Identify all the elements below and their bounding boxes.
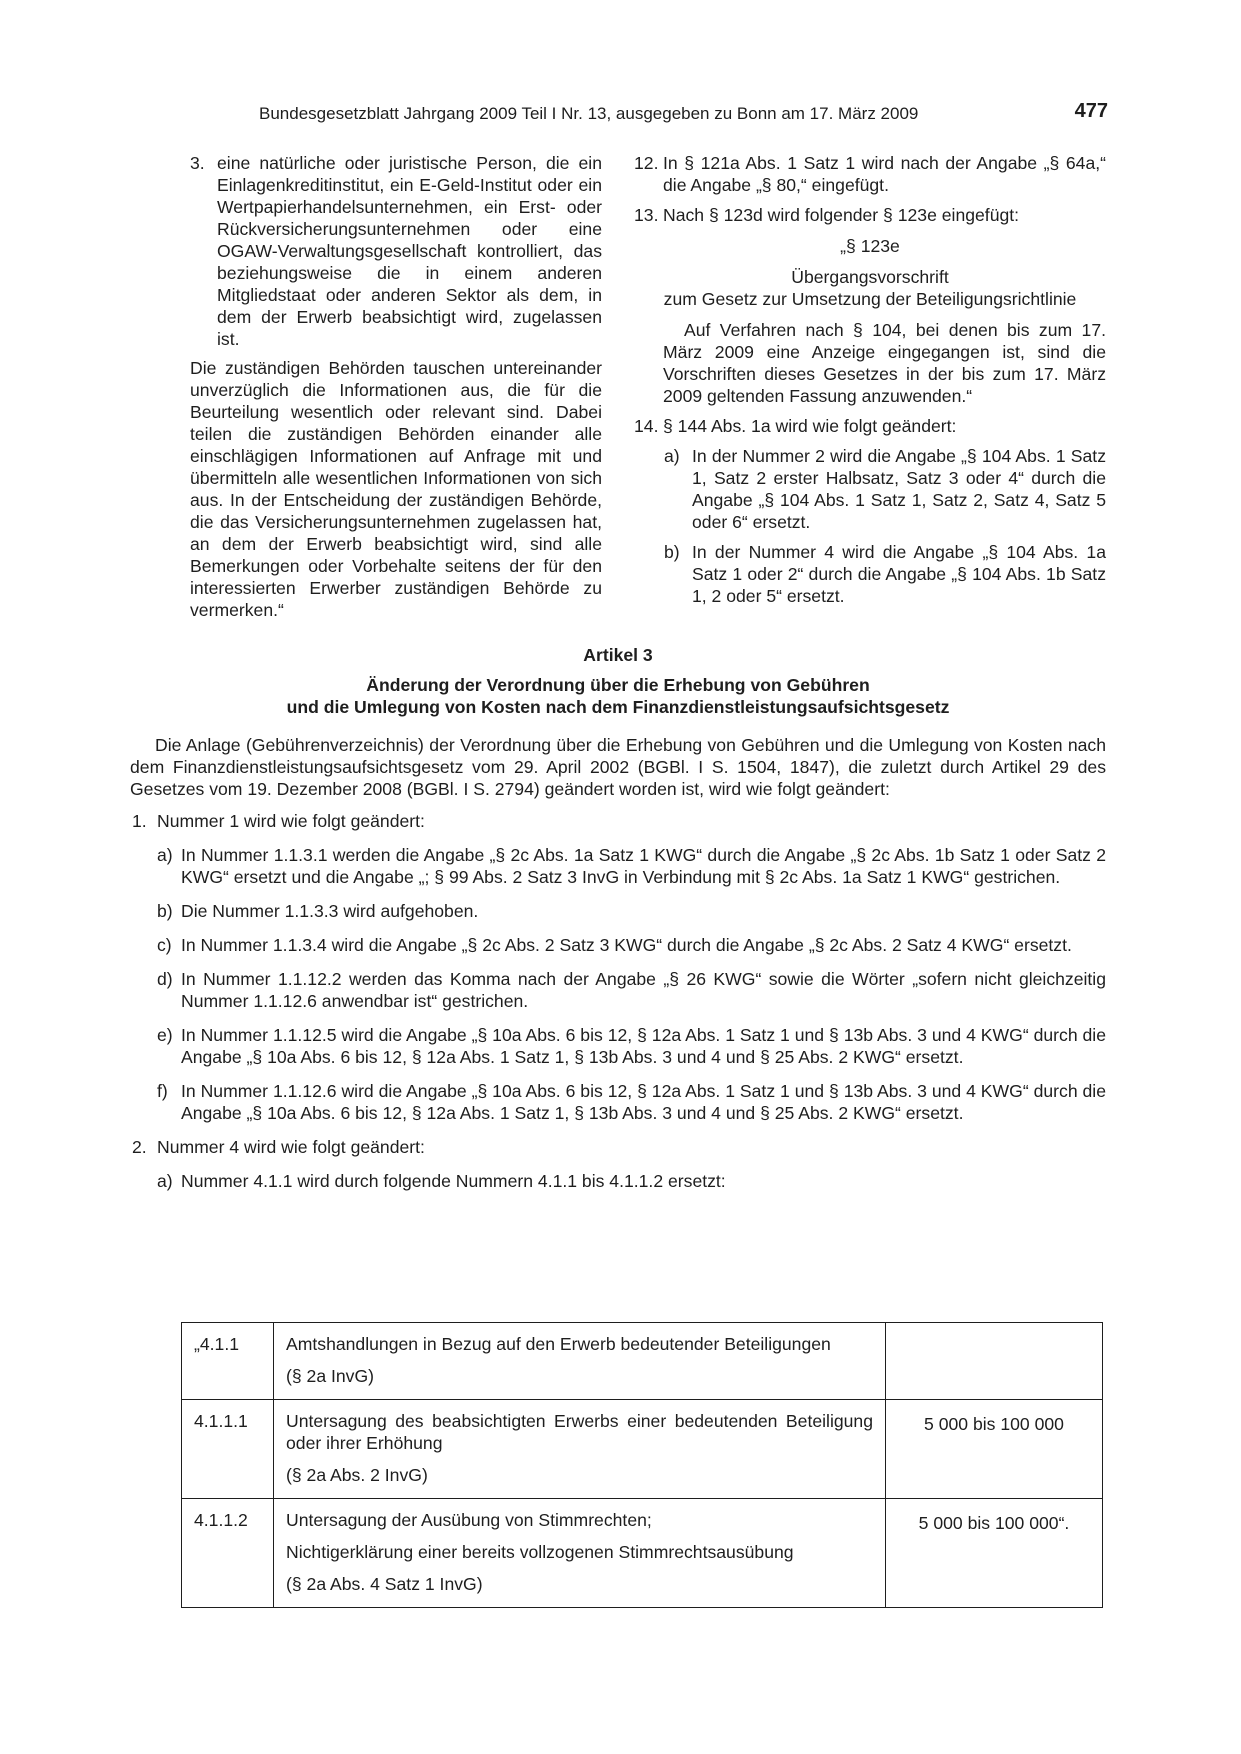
item-label: b) [157,901,173,921]
article-item-1-subitems [130,844,1106,1124]
fee-table [181,1322,1103,1608]
right-column [634,152,1106,607]
item-text: In Nummer 1.1.12.6 wird die Angabe „§ 10a Abs. 6 bis 12, § 12a Abs. 1 Satz 1 und § 13b Abs. 3 und 4 KWG“ durch die Angabe „§ 10a Abs. 6 bis 12, § 12a Abs. 1 Satz 1, § 13b Abs. 3 und 4 und § 25 Abs. 2 KWG“ ersetzt. [181,1081,1106,1123]
item-text: In Nummer 1.1.12.5 wird die Angabe „§ 10a Abs. 6 bis 12, § 12a Abs. 1 Satz 1 und § 13b Abs. 3 und 4 KWG“ durch die Angabe „§ 10a Abs. 6 bis 12, § 12a Abs. 1 Satz 1, § 13b Abs. 3 und 4 und § 25 Abs. 2 KWG“ ersetzt. [181,1025,1106,1067]
running-header: Bundesgesetzblatt Jahrgang 2009 Teil I Nr. 13, ausgegeben zu Bonn am 17. März 2009 [259,104,919,123]
item-text: Nummer 4.1.1 wird durch folgende Nummern 4.1.1 bis 4.1.1.2 ersetzt: [181,1171,726,1191]
item-number: 14. [634,416,659,436]
item-number: 1. [132,811,147,831]
article-item-2 [130,1136,1106,1158]
section-title-line1: Übergangsvorschrift [791,267,949,287]
article-item-1-sub [130,934,1106,956]
item-label: d) [157,969,173,989]
fee-number-cell: 4.1.1.1 [182,1400,274,1499]
description-line: (§ 2a InvG) [286,1366,375,1386]
section-text: Auf Verfahren nach § 104, bei denen bis zum 17. März 2009 eine Anzeige eingegangen ist, sind die Vorschriften dieses Gesetzes in der bis zum 17. März 2009 geltenden Fassung anzuwenden.“ [663,320,1106,406]
item-text: § 144 Abs. 1a wird wie folgt geändert: [663,416,957,436]
article-item-1-sub [130,900,1106,922]
fee-amount-cell [886,1323,1103,1400]
article-item-1-sub [130,1080,1106,1124]
item-text: Nummer 1 wird wie folgt geändert: [157,811,425,831]
description-line: (§ 2a Abs. 4 Satz 1 InvG) [286,1574,483,1594]
item-label: c) [157,935,172,955]
item-text: In Nummer 1.1.12.2 werden das Komma nach der Angabe „§ 26 KWG“ sowie die Wörter „sofern nicht gleichzeitig Nummer 1.1.12.6 anwendbar ist“ gestrichen. [181,969,1106,1011]
article-item-1 [130,810,1106,832]
item-label: a) [157,1171,173,1191]
article-item-2a [130,1170,1106,1192]
item-text: Die Nummer 1.1.3.3 wird aufgehoben. [181,901,479,921]
item-text: In Nummer 1.1.3.1 werden die Angabe „§ 2c Abs. 1a Satz 1 KWG“ durch die Angabe „§ 2c Abs. 1b Satz 1 oder Satz 2 KWG“ ersetzt und die Angabe „; § 99 Abs. 2 Satz 3 InvG in Verbindung mit § 2c Abs. 1a Satz 1 KWG“ gestrichen. [181,845,1106,887]
item-text: In der Nummer 2 wird die Angabe „§ 104 Abs. 1 Satz 1, Satz 2 erster Halbsatz, Satz 3 oder 4“ durch die Angabe „§ 104 Abs. 1 Satz 1, Satz 2, Satz 4, Satz 5 oder 6“ ersetzt. [692,446,1106,532]
item-label: b) [664,542,680,562]
description-line: (§ 2a Abs. 2 InvG) [286,1465,428,1485]
item-text: In der Nummer 4 wird die Angabe „§ 104 Abs. 1a Satz 1 oder 2“ durch die Angabe „§ 104 Abs. 1b Satz 1, 2 oder 5“ ersetzt. [692,542,1106,606]
item-text: Nach § 123d wird folgender § 123e eingefügt: [663,205,1020,225]
article-intro: Die Anlage (Gebührenverzeichnis) der Verordnung über die Erhebung von Gebühren und die Umlegung von Kosten nach dem Finanzdienstleistungsaufsichtsgesetz vom 29. April 2002 (BGBl. I S. 1504, 1847), die zuletzt durch Artikel 29 des Gesetzes vom 19. Dezember 2008 (BGBl. I S. 2794) geändert worden ist, wird wie folgt geändert: [130,735,1106,799]
article-title-line1: Änderung der Verordnung über die Erhebung von Gebühren [366,675,870,695]
article-label: Artikel 3 [583,645,653,665]
table-row [182,1400,1103,1499]
item-text: In Nummer 1.1.3.4 wird die Angabe „§ 2c Abs. 2 Satz 3 KWG“ durch die Angabe „§ 2c Abs. 2 Satz 4 KWG“ ersetzt. [181,935,1072,955]
fee-amount-cell: 5 000 bis 100 000 [886,1400,1103,1499]
item-text: Nummer 4 wird wie folgt geändert: [157,1137,425,1157]
item-label: a) [664,446,680,466]
article-body [130,734,1106,1192]
authorities-paragraph: Die zuständigen Behörden tauschen untereinander unverzüglich die Informationen aus, die für die Beurteilung wesentlich oder relevant sind. Dabei teilen die zuständigen Behörden einander alle einschlägigen Informationen auf Anfrage mit und übermitteln alle wesentlichen Informationen von sich aus. In der Entscheidung der zuständigen Behörde, die das Versicherungsunternehmen zugelassen hat, an dem der Erwerb beabsichtigt wird, sind alle Bemerkungen oder Vorbehalte seitens der für den interessierten Erwerber zuständigen Behörde zu vermerken.“ [190,358,602,620]
fee-number-cell: „4.1.1 [182,1323,274,1400]
fee-description-cell [274,1400,886,1499]
item-text: eine natürliche oder juristische Person, die ein Einlagenkreditinstitut, ein E-Geld-Institut oder ein Wertpapierhandelsunternehmen, ein Erst- oder Rückversicherungsunternehmen oder eine OGAW-Verwaltungsgesellschaft kontrolliert, das beziehungsweise die in einem anderen Mitgliedstaat oder anderen Sektor als dem, in dem der Erwerb beabsichtigt wird, zugelassen ist. [217,153,602,349]
item-number: 2. [132,1137,147,1157]
list-item-13 [634,204,1106,226]
item-label: e) [157,1025,173,1045]
table-row [182,1499,1103,1608]
item-number: 12. [634,153,659,173]
item-label: a) [157,845,173,865]
description-line: Untersagung der Ausübung von Stimmrechten; [286,1510,652,1530]
article-item-1-sub [130,844,1106,888]
list-item-14 [634,415,1106,437]
fee-description-cell [274,1499,886,1608]
section-title-line2: zum Gesetz zur Umsetzung der Beteiligungsrichtlinie [663,289,1077,309]
description-line: Amtshandlungen in Bezug auf den Erwerb bedeutender Beteiligungen [286,1334,831,1354]
table-row [182,1323,1103,1400]
item-label: f) [157,1081,168,1101]
page-number: 477 [1074,100,1108,122]
left-column [190,152,602,621]
fee-number-cell: 4.1.1.2 [182,1499,274,1608]
article-title-line2: und die Umlegung von Kosten nach dem Finanzdienstleistungsaufsichtsgesetz [286,697,950,717]
list-item-14a [634,445,1106,533]
list-item-3 [190,152,602,350]
description-line: Untersagung des beabsichtigten Erwerbs einer bedeutenden Beteiligung oder ihrer Erhöhung [286,1411,873,1453]
description-line: Nichtigerklärung einer bereits vollzogenen Stimmrechtsausübung [286,1542,794,1562]
article-item-1-sub [130,968,1106,1012]
list-item-14b [634,541,1106,607]
item-number: 3. [190,153,205,173]
list-item-12 [634,152,1106,196]
article-item-1-sub [130,1024,1106,1068]
fee-amount-cell: 5 000 bis 100 000“. [886,1499,1103,1608]
fee-description-cell [274,1323,886,1400]
item-text: In § 121a Abs. 1 Satz 1 wird nach der Angabe „§ 64a,“ die Angabe „§ 80,“ eingefügt. [663,153,1106,195]
section-heading: „§ 123e [840,236,900,256]
item-number: 13. [634,205,659,225]
